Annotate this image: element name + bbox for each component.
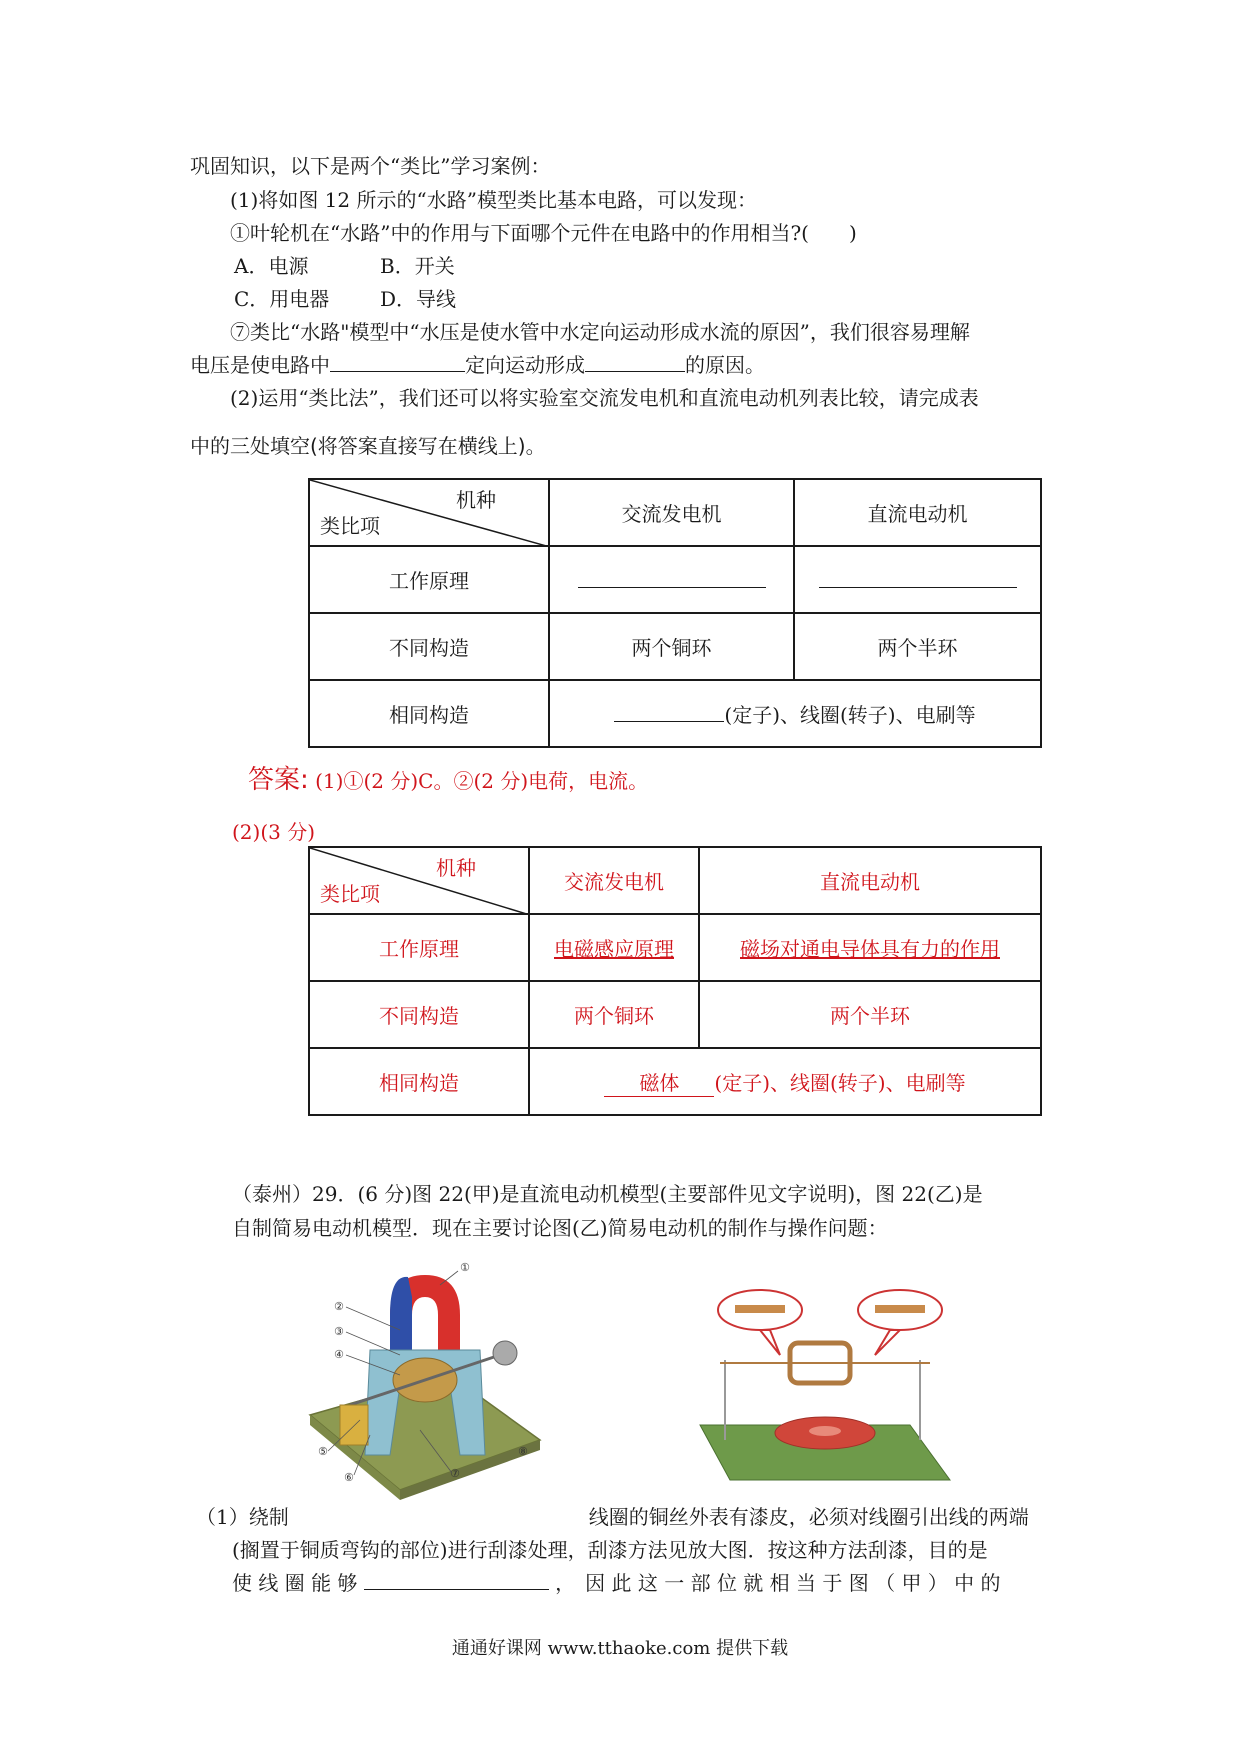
row-same-structure: 相同构造	[309, 680, 549, 747]
blank-motor-principle[interactable]	[794, 546, 1041, 613]
sub2-text-c: 的原因。	[685, 353, 765, 377]
header-analogy-item: 类比项	[320, 514, 380, 538]
question2-text-a: 中的三处填空	[190, 434, 310, 458]
option-c: C．用电器	[234, 287, 330, 311]
answer-cell-two-copper-rings: 两个铜环	[529, 981, 699, 1048]
question2-instruction: (将答案直接写在横线上)。	[310, 434, 546, 458]
header-dc-motor: 直流电动机	[794, 479, 1041, 546]
brush-holder	[340, 1405, 368, 1445]
cell-two-copper-rings: 两个铜环	[549, 613, 794, 680]
answer-table	[308, 846, 1042, 1116]
answer2-label: (2)(3 分)	[232, 820, 316, 844]
subquestion1-line2: (搁置于铜质弯钩的部位)进行刮漆处理，刮漆方法见放大图．按这种方法刮漆，目的是	[232, 1538, 988, 1562]
label-6: ⑥	[344, 1471, 354, 1484]
page-footer: 通通好课网 www.tthaoke.com 提供下载	[451, 1638, 789, 1659]
answer-header-machine-type: 机种	[436, 856, 476, 880]
label-3: ③	[334, 1325, 344, 1338]
label-5: ⑤	[318, 1445, 328, 1458]
option-d: D．导线	[380, 287, 457, 311]
pulley	[493, 1341, 517, 1365]
answer-label: 答案:	[248, 765, 309, 795]
intro-text: 巩固知识，以下是两个“类比”学习案例：	[190, 154, 551, 178]
answer-line	[248, 766, 648, 795]
wire-end-right	[875, 1305, 925, 1313]
question2-line2	[190, 432, 546, 460]
answer-header-analogy-item: 类比项	[320, 882, 380, 906]
answer-cell-generator-principle	[529, 914, 699, 981]
label-8: ⑧	[518, 1445, 528, 1458]
answer-generator-principle: 电磁感应原理	[554, 937, 674, 961]
subquestion1-text-b: 线圈的铜丝外表有漆皮，必须对线圈引出线的两端	[588, 1505, 1029, 1529]
option-b: B．开关	[380, 254, 455, 278]
answer-row-different-structure: 不同构造	[309, 981, 529, 1048]
simple-motor-model-figure	[690, 1285, 970, 1485]
wire-end-left	[735, 1305, 785, 1313]
dc-motor-model-figure	[300, 1255, 550, 1500]
question2-line1: (2)运用“类比法”，我们还可以将实验室交流发电机和直流电动机列表比较，请完成表	[230, 386, 979, 410]
question1-title: (1)将如图 12 所示的“水路”模型类比基本电路，可以发现：	[230, 188, 757, 212]
answer-row-working-principle: 工作原理	[309, 914, 529, 981]
cell-two-half-rings: 两个半环	[794, 613, 1041, 680]
blank-current[interactable]	[585, 351, 685, 372]
answer-cell-same-structure	[529, 1048, 1041, 1115]
same-structure-tail: (定子)、线圈(转子)、电刷等	[724, 703, 976, 727]
label-2: ②	[334, 1300, 344, 1313]
question1-sub1: ①叶轮机在“水路”中的作用与下面哪个元件在电路中的作用相当?( )	[230, 221, 857, 245]
horseshoe-magnet-blue	[390, 1277, 412, 1350]
header-ac-generator: 交流发电机	[549, 479, 794, 546]
answer-magnet: 磁体	[604, 1067, 714, 1097]
ring-hole	[809, 1426, 841, 1436]
question29-line2: 自制简易电动机模型．现在主要讨论图(乙)简易电动机的制作与操作问题：	[232, 1216, 888, 1240]
cell-same-structure	[549, 680, 1041, 747]
subquestion1-text-c: 使 线 圈 能 够	[232, 1571, 358, 1595]
label-4: ④	[334, 1348, 344, 1361]
sub2-text-b: 定向运动形成	[465, 353, 585, 377]
answer-cell-two-half-rings: 两个半环	[699, 981, 1041, 1048]
subquestion1-text-d: ， 因 此 这 一 部 位 就 相 当 于 图 （ 甲 ） 中 的	[555, 1571, 1001, 1595]
question1-sub2-line2	[190, 351, 765, 379]
blank-generator-principle[interactable]	[549, 546, 794, 613]
sub2-text-a: 电压是使电路中	[190, 353, 330, 377]
option-a: A．电源	[234, 254, 309, 278]
question1-sub2-line1: ⑦类比“水路"模型中“水压是使水管中水定向运动形成水流的原因”，我们很容易理解	[230, 320, 970, 344]
answer-motor-principle: 磁场对通电导体具有力的作用	[740, 937, 1000, 961]
label-1: ①	[460, 1261, 470, 1274]
subquestion1-line3	[232, 1569, 1001, 1597]
blank-stator[interactable]	[614, 701, 724, 722]
row-working-principle: 工作原理	[309, 546, 549, 613]
answer-header-ac-generator: 交流发电机	[529, 847, 699, 914]
bubble-tail-left	[760, 1330, 780, 1355]
bubble-tail-right	[875, 1330, 900, 1355]
blank-charge[interactable]	[330, 351, 465, 372]
table-header-diagonal	[309, 479, 549, 546]
answer-cell-motor-principle	[699, 914, 1041, 981]
header-machine-type: 机种	[456, 488, 496, 512]
question29-line1: （泰州）29．(6 分)图 22(甲)是直流电动机模型(主要部件见文字说明)，图 22(乙)是	[232, 1182, 983, 1206]
blank-coil-function[interactable]	[364, 1569, 549, 1590]
subquestion1-line1	[196, 1503, 1029, 1531]
comparison-table	[308, 478, 1042, 748]
answer-header-diagonal	[309, 847, 529, 914]
label-7: ⑦	[450, 1467, 460, 1480]
row-different-structure: 不同构造	[309, 613, 549, 680]
answer-row-same-structure: 相同构造	[309, 1048, 529, 1115]
answer-header-dc-motor: 直流电动机	[699, 847, 1041, 914]
subquestion1-text-a: （1）绕制	[196, 1505, 289, 1529]
answer-same-structure-tail: (定子)、线圈(转子)、电刷等	[714, 1070, 966, 1095]
answer-text: (1)①(2 分)C。②(2 分)电荷，电流。	[315, 769, 649, 793]
